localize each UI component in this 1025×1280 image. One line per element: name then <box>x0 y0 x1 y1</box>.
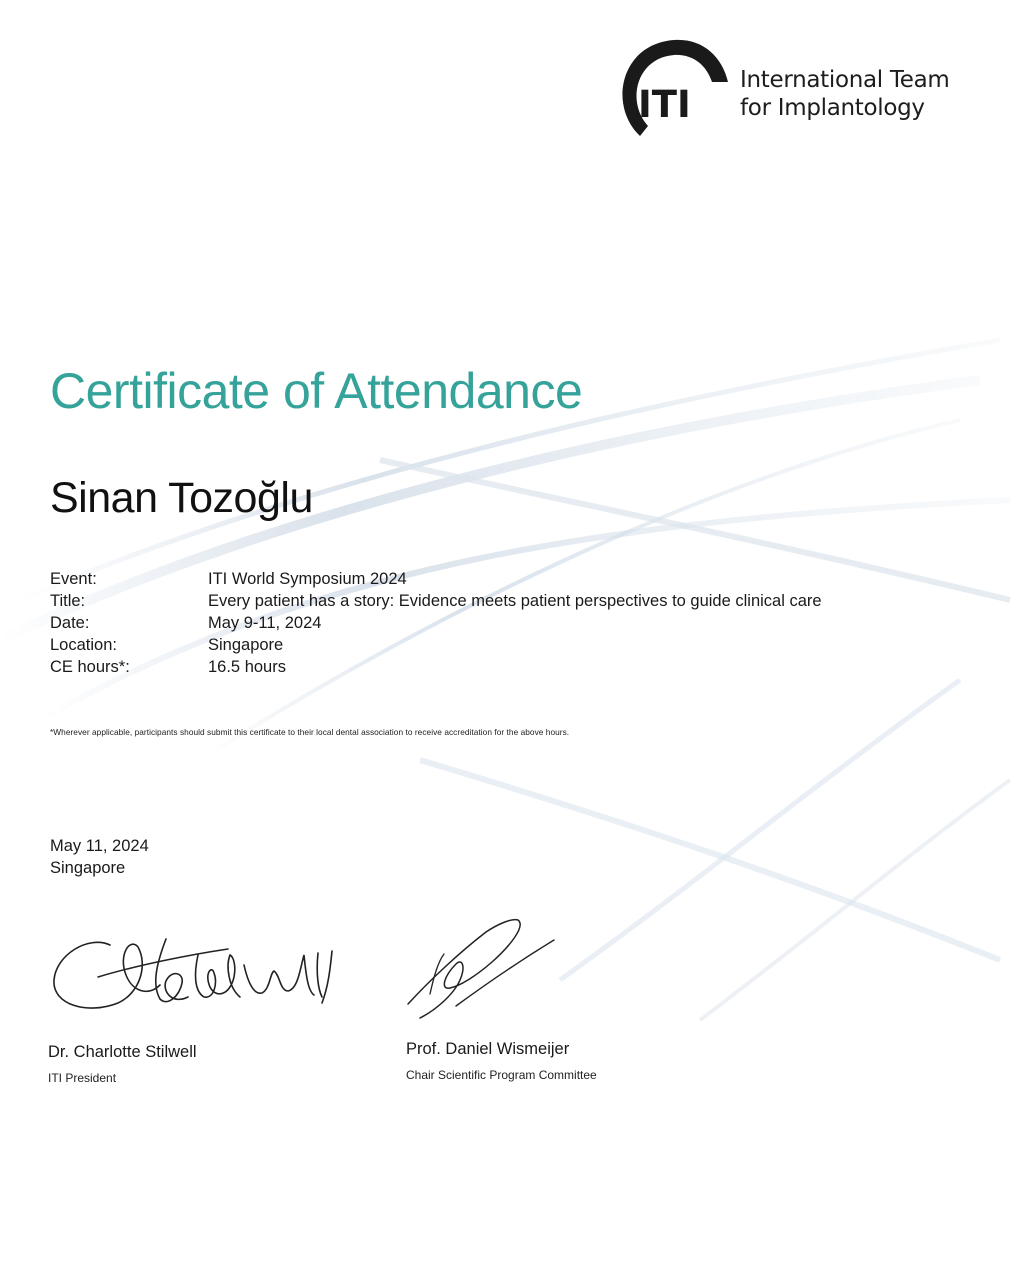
detail-label: Location: <box>50 636 117 654</box>
certificate-title: Certificate of Attendance <box>50 363 583 419</box>
detail-row-location <box>50 634 970 656</box>
detail-label: Event: <box>50 570 97 588</box>
signer-name: Dr. Charlotte Stilwell <box>48 1043 197 1061</box>
detail-row-ce-hours <box>50 656 970 678</box>
detail-label: Title: <box>50 592 86 610</box>
signer-role: Chair Scientific Program Committee <box>406 1068 597 1082</box>
issue-date: May 11, 2024 <box>50 837 149 855</box>
iti-logo-mark-icon <box>618 34 733 144</box>
detail-value: 16.5 hours <box>208 658 286 676</box>
signature-wismeijer-graphic <box>400 910 560 1025</box>
detail-label: CE hours*: <box>50 658 130 676</box>
iti-logo <box>618 34 968 144</box>
signer-role: ITI President <box>48 1071 117 1085</box>
recipient-name: Sinan Tozoğlu <box>50 474 313 522</box>
detail-row-title <box>50 590 970 612</box>
detail-row-date <box>50 612 970 634</box>
issue-place: Singapore <box>50 859 126 877</box>
detail-value: ITI World Symposium 2024 <box>208 570 407 588</box>
detail-value: Every patient has a story: Evidence meets patient perspectives to guide clinical care <box>208 592 822 610</box>
signer-stilwell <box>48 1041 197 1085</box>
logo-name-line1: International Team <box>740 67 950 93</box>
detail-label: Date: <box>50 614 90 632</box>
logo-mark-text: ITI <box>638 83 691 126</box>
issue-info <box>50 835 149 879</box>
logo-name-line2: for Implantology <box>740 95 925 121</box>
detail-row-event <box>50 568 970 590</box>
detail-value: May 9-11, 2024 <box>208 614 322 632</box>
logo-wordmark <box>740 66 950 122</box>
detail-value: Singapore <box>208 636 284 654</box>
signature-stilwell-graphic <box>48 925 348 1020</box>
event-details <box>50 568 970 678</box>
signer-name: Prof. Daniel Wismeijer <box>406 1040 570 1058</box>
signer-wismeijer <box>406 1038 597 1082</box>
accreditation-footnote: *Wherever applicable, participants should submit this certificate to their local dental association to receive accreditation for the above hours. <box>50 727 570 737</box>
